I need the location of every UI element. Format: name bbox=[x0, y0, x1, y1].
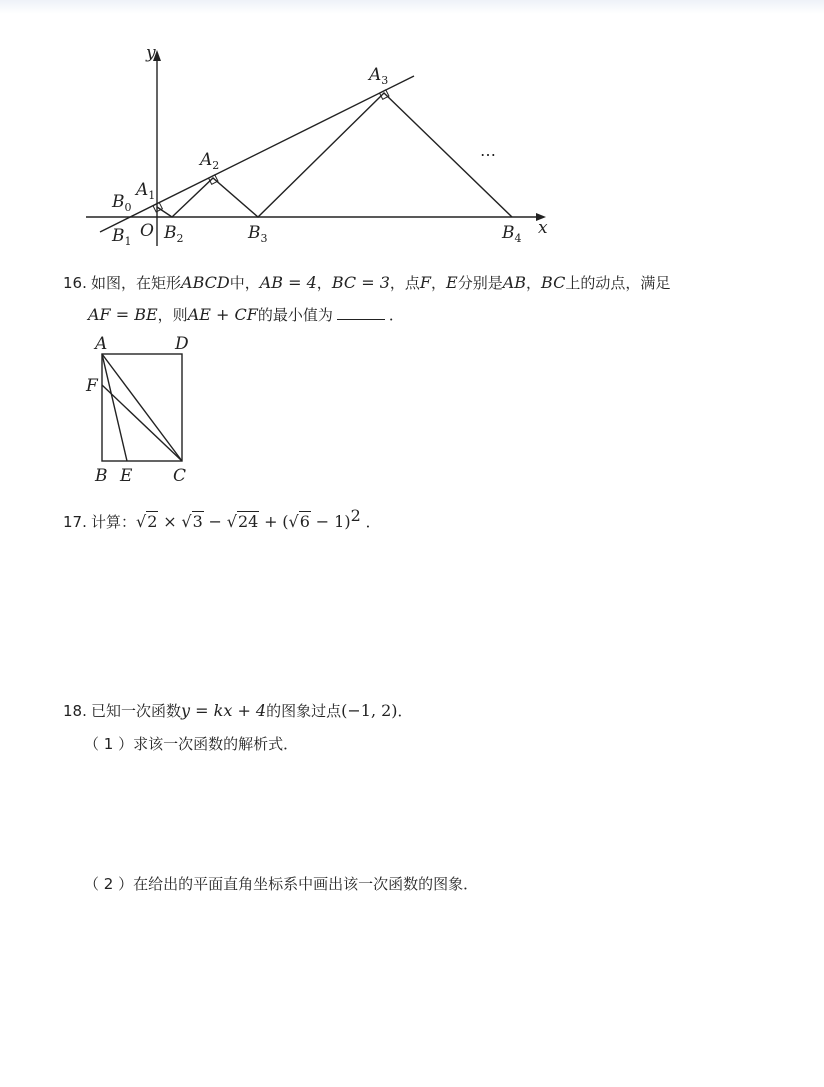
q16-text5: ， bbox=[431, 274, 447, 292]
label-b3: $B_3$ bbox=[248, 223, 268, 245]
sqrt-2: √2 bbox=[136, 512, 158, 531]
segment-fc bbox=[102, 385, 182, 461]
plus-sign: + bbox=[264, 512, 278, 531]
rectangle-figure bbox=[0, 330, 824, 490]
q16-af-eq-be: AF = BE bbox=[88, 305, 158, 324]
q18-part1: （ 1 ）求该一次函数的解析式． bbox=[84, 735, 299, 753]
q18-point: (−1, 2) bbox=[341, 701, 398, 720]
label-a: A bbox=[95, 334, 108, 354]
exponent: 2 bbox=[350, 506, 361, 525]
q16-text10: 的最小值为 bbox=[257, 306, 333, 324]
q16-text4: ，点 bbox=[389, 274, 420, 292]
q18-text2: 的图象过点 bbox=[266, 702, 342, 720]
sqrt-6: √6 bbox=[288, 512, 310, 531]
q16-text7: ， bbox=[526, 274, 542, 292]
q16-abcd: ABCD bbox=[181, 273, 230, 292]
label-b1: $B_1$ bbox=[112, 226, 132, 248]
q18-line bbox=[63, 700, 413, 722]
label-f: F bbox=[86, 376, 98, 396]
q16-text8: 上的动点，满足 bbox=[565, 274, 671, 292]
q16-e: E bbox=[446, 273, 458, 292]
label-b2: $B_2$ bbox=[164, 223, 184, 245]
label-y: y bbox=[146, 43, 156, 63]
left-paren: ( bbox=[282, 512, 289, 531]
q16-text6: 分别是 bbox=[457, 274, 503, 292]
q16-number: 16. bbox=[63, 274, 87, 292]
label-x: x bbox=[538, 218, 548, 238]
sqrt-24: √24 bbox=[226, 512, 259, 531]
label-a1: $A_1$ bbox=[136, 180, 156, 202]
q18-function: y = kx + 4 bbox=[181, 701, 267, 720]
label-a2: $A_2$ bbox=[200, 150, 220, 172]
label-b4: $B_4$ bbox=[502, 223, 522, 245]
q16-text3: ， bbox=[316, 274, 332, 292]
q17-number: 17. bbox=[63, 513, 87, 531]
label-b0: $B_0$ bbox=[112, 192, 132, 214]
label-e: E bbox=[120, 466, 133, 486]
q16-text9: ，则 bbox=[157, 306, 188, 324]
q16-text1: 如图，在矩形 bbox=[91, 274, 182, 292]
q16-bc-eq: BC = 3 bbox=[331, 273, 390, 292]
q16-line2 bbox=[88, 304, 404, 326]
label-o: O bbox=[140, 221, 154, 241]
q16-text2: 中， bbox=[229, 274, 260, 292]
minus-sign: − bbox=[208, 512, 222, 531]
minus-one-paren: − 1) bbox=[315, 512, 351, 531]
q17-text2: ． bbox=[365, 513, 381, 531]
q16-ab-eq: AB = 4 bbox=[259, 273, 317, 292]
label-c: C bbox=[173, 466, 187, 486]
q16-ae-plus-cf: AE + CF bbox=[187, 305, 258, 324]
ellipsis: … bbox=[480, 141, 496, 160]
q16-line1 bbox=[63, 272, 670, 294]
label-a3: $A_3$ bbox=[369, 65, 389, 87]
q18-text3: ． bbox=[397, 702, 413, 720]
q16-f: F bbox=[419, 273, 431, 292]
label-d: D bbox=[175, 334, 189, 354]
times-sign: × bbox=[163, 512, 177, 531]
q16-text11: ． bbox=[388, 306, 404, 324]
slant-line bbox=[100, 76, 414, 232]
zigzag-figure bbox=[0, 0, 824, 260]
q18-text1: 已知一次函数 bbox=[91, 702, 182, 720]
answer-blank[interactable] bbox=[337, 305, 385, 320]
label-b: B bbox=[95, 466, 108, 486]
q18-part2: （ 2 ）在给出的平面直角坐标系中画出该一次函数的图象． bbox=[84, 875, 479, 893]
q16-ab: AB bbox=[502, 273, 527, 292]
sqrt-3: √3 bbox=[181, 512, 203, 531]
q17-text1: 计算： bbox=[91, 513, 137, 531]
q16-bc: BC bbox=[541, 273, 566, 292]
q18-number: 18. bbox=[63, 702, 87, 720]
q17-line bbox=[63, 505, 381, 533]
